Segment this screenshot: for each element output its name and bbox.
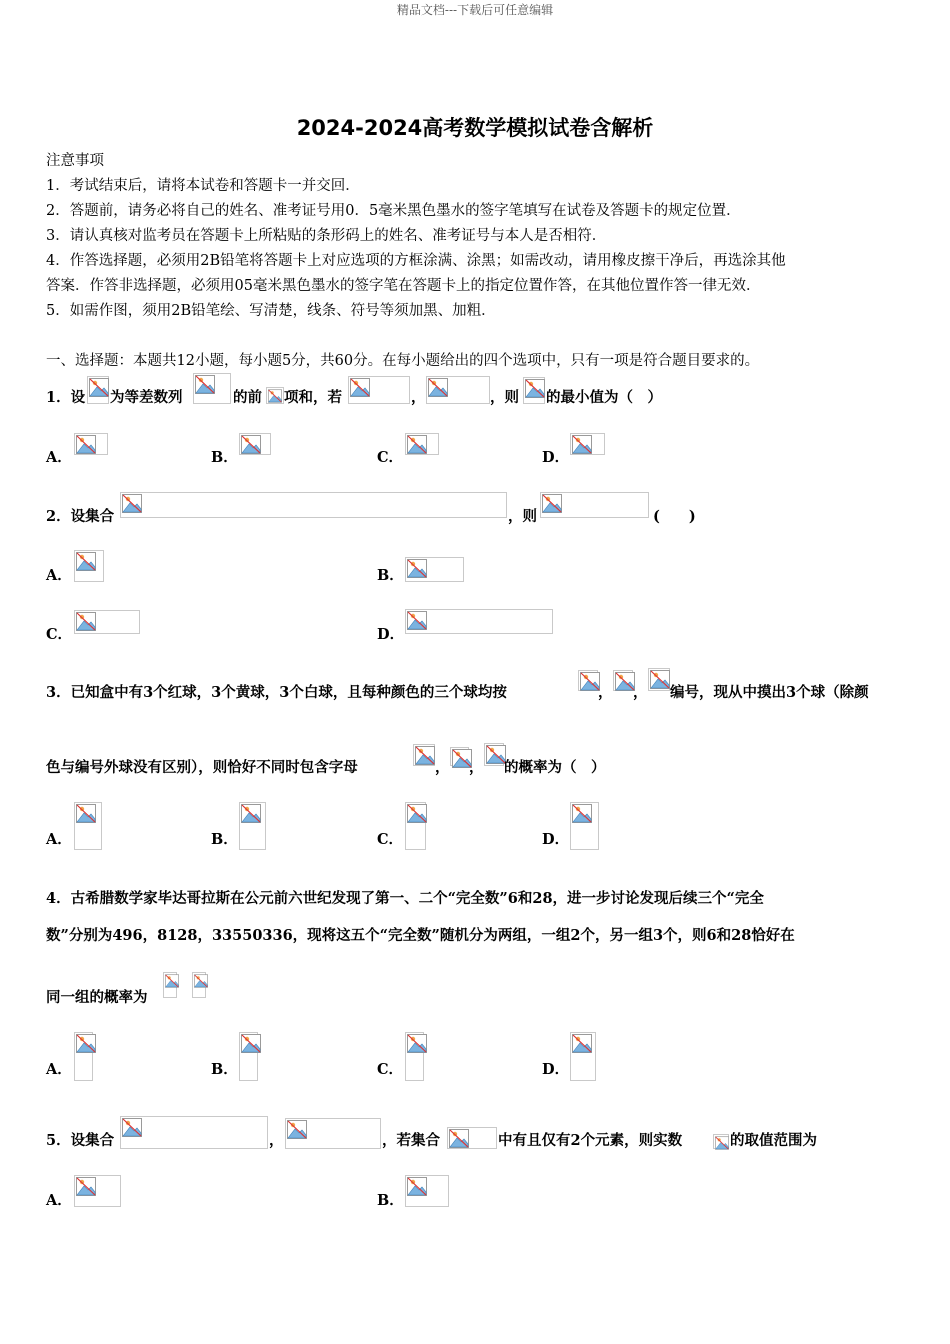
q4-text-2: 数”分别为496，8128，33550336，现将这五个“完全数”随机分为两组，一组2个，另一组3个，则6和28恰好在	[46, 927, 795, 944]
q3-option-b-label: B．	[211, 831, 238, 848]
q4-option-d-label: D．	[542, 1061, 570, 1078]
q2-option-b-label: B．	[377, 567, 404, 584]
q5-text-5: 的取值范围为	[730, 1132, 817, 1149]
formula-image-icon	[239, 433, 271, 455]
formula-image-icon	[74, 550, 104, 582]
formula-image-icon	[570, 433, 605, 455]
formula-image-icon	[120, 1116, 268, 1149]
page-title: 2024-2024高考数学模拟试卷含解析	[296, 116, 654, 140]
q3-option-a-label: A．	[46, 831, 72, 848]
q1-text-2: 为等差数列	[110, 389, 183, 406]
q3-comma-3: ，	[435, 759, 450, 776]
formula-image-icon	[193, 373, 231, 404]
q5-text-4: 中有且仅有2个元素，则实数	[498, 1132, 683, 1149]
q2-text-3: ( )	[653, 508, 696, 525]
q3-text-2a: 色与编号外球没有区别），则恰好不同时包含字母	[46, 759, 358, 776]
formula-image-icon	[405, 557, 464, 582]
notice-item-4-cont: 答案．作答非选择题，必须用05毫米黑色墨水的签字笔在答题卡上的指定位置作答，在其他位置作答一律无效．	[46, 278, 761, 294]
notice-item-5: 5．如需作图，须用2B铅笔绘、写清楚，线条、符号等须加黑、加粗．	[46, 303, 496, 319]
formula-image-icon	[192, 972, 206, 998]
formula-image-icon	[405, 433, 439, 455]
q5-text-2: ，	[269, 1132, 284, 1149]
formula-image-icon	[163, 972, 177, 998]
formula-image-icon	[74, 1175, 121, 1207]
formula-image-icon	[570, 802, 599, 850]
q1-text-3: 的前	[233, 389, 262, 406]
section-heading: 一、选择题：本题共12小题，每小题5分，共60分。在每小题给出的四个选项中，只有一项是符合题目要求的。	[46, 353, 760, 369]
q4-option-b-label: B．	[211, 1061, 238, 1078]
formula-image-icon	[74, 802, 102, 850]
formula-image-icon	[87, 376, 109, 404]
formula-image-icon	[450, 747, 469, 766]
q4-option-a-label: A．	[46, 1061, 72, 1078]
q5-option-b-label: B．	[377, 1192, 404, 1209]
formula-image-icon	[405, 802, 426, 850]
formula-image-icon	[285, 1118, 381, 1149]
q1-option-c-label: C．	[377, 449, 404, 466]
q3-option-d-label: D．	[542, 831, 570, 848]
formula-image-icon	[405, 609, 553, 634]
formula-image-icon	[120, 492, 507, 518]
q1-text-5: ，	[411, 389, 426, 406]
q4-option-c-label: C．	[377, 1061, 404, 1078]
formula-image-icon	[74, 433, 108, 455]
q2-option-c-label: C．	[46, 626, 73, 643]
q1-option-b-label: B．	[211, 449, 238, 466]
q2-option-a-label: A．	[46, 567, 72, 584]
notice-item-3: 3．请认真核对监考员在答题卡上所粘贴的条形码上的姓名、准考证号与本人是否相符．	[46, 228, 607, 244]
formula-image-icon	[405, 1032, 424, 1081]
q2-text-2: ，则	[508, 508, 537, 525]
formula-image-icon	[266, 387, 284, 404]
q2-option-d-label: D．	[377, 626, 405, 643]
formula-image-icon	[405, 1175, 449, 1207]
q3-option-c-label: C．	[377, 831, 404, 848]
notice-item-1: 1．考试结束后，请将本试卷和答题卡一并交回．	[46, 178, 360, 194]
q4-text-3: 同一组的概率为	[46, 989, 148, 1006]
formula-image-icon	[713, 1134, 729, 1149]
formula-image-icon	[413, 744, 435, 766]
formula-image-icon	[540, 492, 649, 518]
q3-comma-2: ，	[633, 684, 648, 701]
formula-image-icon	[484, 743, 504, 766]
formula-image-icon	[426, 376, 490, 404]
q2-text-1: 2．设集合	[46, 508, 115, 525]
formula-image-icon	[648, 668, 670, 691]
formula-image-icon	[578, 670, 598, 691]
q3-text-1b: 编号，现从中摸出3个球（除颜	[670, 684, 869, 701]
q3-comma-1: ，	[598, 684, 613, 701]
q1-text-6: ，则	[490, 389, 519, 406]
q3-text-1a: 3．已知盒中有3个红球，3个黄球，3个白球，且每种颜色的三个球均按	[46, 684, 507, 701]
q5-text-1: 5．设集合	[46, 1132, 115, 1149]
q1-option-d-label: D．	[542, 449, 570, 466]
q3-text-2b: 的概率为（ ）	[504, 759, 606, 776]
notice-item-2: 2．答题前，请务必将自己的姓名、准考证号用0．5毫米黑色墨水的签字笔填写在试卷及答题卡的规定位置．	[46, 203, 741, 219]
formula-image-icon	[74, 610, 140, 634]
q3-comma-4: ，	[469, 759, 484, 776]
formula-image-icon	[348, 376, 410, 404]
formula-image-icon	[570, 1032, 596, 1081]
formula-image-icon	[447, 1127, 497, 1149]
q1-text-1: 1．设	[46, 389, 86, 406]
formula-image-icon	[239, 802, 266, 850]
q4-text-1: 4．古希腊数学家毕达哥拉斯在公元前六世纪发现了第一、二个“完全数”6和28，进一步讨论发现后续三个“完全	[46, 890, 764, 907]
formula-image-icon	[523, 377, 545, 404]
q1-text-7: 的最小值为（ ）	[546, 389, 662, 406]
q5-option-a-label: A．	[46, 1192, 72, 1209]
q1-option-a-label: A．	[46, 449, 72, 466]
formula-image-icon	[74, 1032, 93, 1081]
page-header: 精品文档---下载后可任意编辑	[396, 3, 554, 17]
formula-image-icon	[613, 670, 633, 691]
notice-item-4: 4．作答选择题，必须用2B铅笔将答题卡上对应选项的方框涂满、涂黑；如需改动，请用橡皮擦干净后，再选涂其他	[46, 253, 786, 269]
notice-heading: 注意事项	[46, 153, 104, 169]
q5-text-3: ，若集合	[382, 1132, 440, 1149]
formula-image-icon	[239, 1032, 258, 1081]
q1-text-4: 项和，若	[284, 389, 342, 406]
